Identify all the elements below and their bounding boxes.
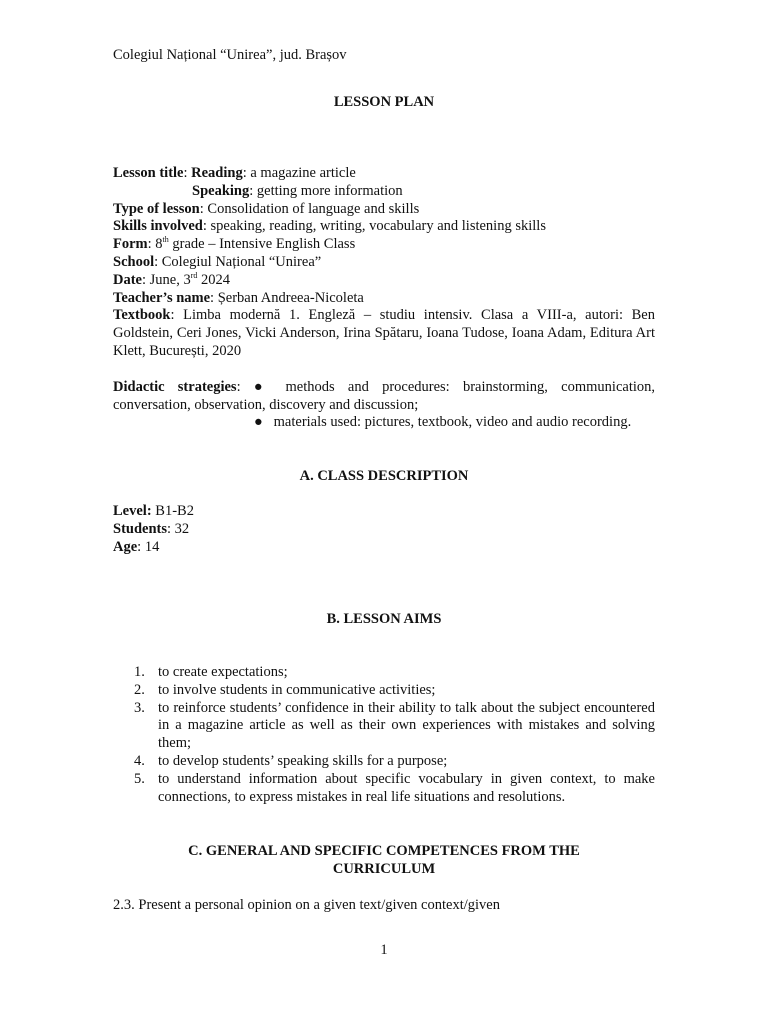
- speaking-line: Speaking: getting more information: [192, 182, 403, 199]
- section-b-heading: B. LESSON AIMS: [326, 611, 442, 627]
- school-header: Colegiul Național “Unirea”, jud. Brașov: [113, 47, 347, 63]
- list-item: 1. to create expectations;: [134, 664, 288, 680]
- document-title: LESSON PLAN: [333, 94, 435, 110]
- lesson-aims-list: [113, 664, 655, 806]
- class-description: [113, 503, 655, 556]
- age-line: Age: 14: [113, 538, 160, 555]
- teacher-line: Teacher’s name: Șerban Andreea-Nicoleta: [113, 289, 364, 306]
- section-c-heading: C. GENERAL AND SPECIFIC COMPETENCES FROM THE CURRICULUM: [188, 843, 580, 877]
- lesson-title-line: Lesson title: Reading: a magazine article: [113, 165, 356, 181]
- list-item: 4. to develop students’ speaking skills for a purpose;: [134, 752, 448, 769]
- list-item: 2. to involve students in communicative activities;: [134, 681, 436, 698]
- section-a-heading: A. CLASS DESCRIPTION: [299, 468, 469, 484]
- date-line: Date: June, 3rd 2024: [113, 270, 231, 288]
- page-number: 1: [380, 942, 388, 958]
- type-line: Type of lesson: Consolidation of language and skills: [113, 200, 420, 217]
- form-line: Form: 8th grade – Intensive English Class: [113, 235, 356, 253]
- bullet-icon: ●: [254, 414, 263, 430]
- didactic-materials: ● materials used: pictures, textbook, video and audio recording.: [254, 414, 632, 430]
- lesson-info: [113, 165, 655, 361]
- skills-line: Skills involved: speaking, reading, writing, vocabulary and listening skills: [113, 218, 546, 235]
- textbook-line: Textbook: Limba modernă 1. Engleză – studiu intensiv. Clasa a VIII-a, autori: Ben Goldstein, Ceri Jones, Vicki Anderson, Irina Spătaru, Ioana Tudose, Ioana Adam, Editura Art Klett, București, 2020: [113, 307, 655, 359]
- bullet-icon: ●: [253, 379, 273, 395]
- competence-item: 2.3. Present a personal opinion on a given text/given context/given: [113, 897, 500, 913]
- school-line: School: Colegiul Național “Unirea”: [113, 253, 322, 270]
- didactic-methods: Didactic strategies: ● methods and procedures: brainstorming, communication, conversation, observation, discovery and discussion;: [113, 379, 655, 413]
- list-item: 3. to reinforce students’ confidence in their ability to talk about the subject encountered in a magazine article as well as their own experiences with mistakes and solving them;: [134, 699, 655, 752]
- list-item: 5. to understand information about specific vocabulary in given context, to make connections, to express mistakes in real life situations and resolutions.: [134, 770, 655, 805]
- level-line: Level: B1-B2: [113, 503, 194, 519]
- students-line: Students: 32: [113, 520, 190, 537]
